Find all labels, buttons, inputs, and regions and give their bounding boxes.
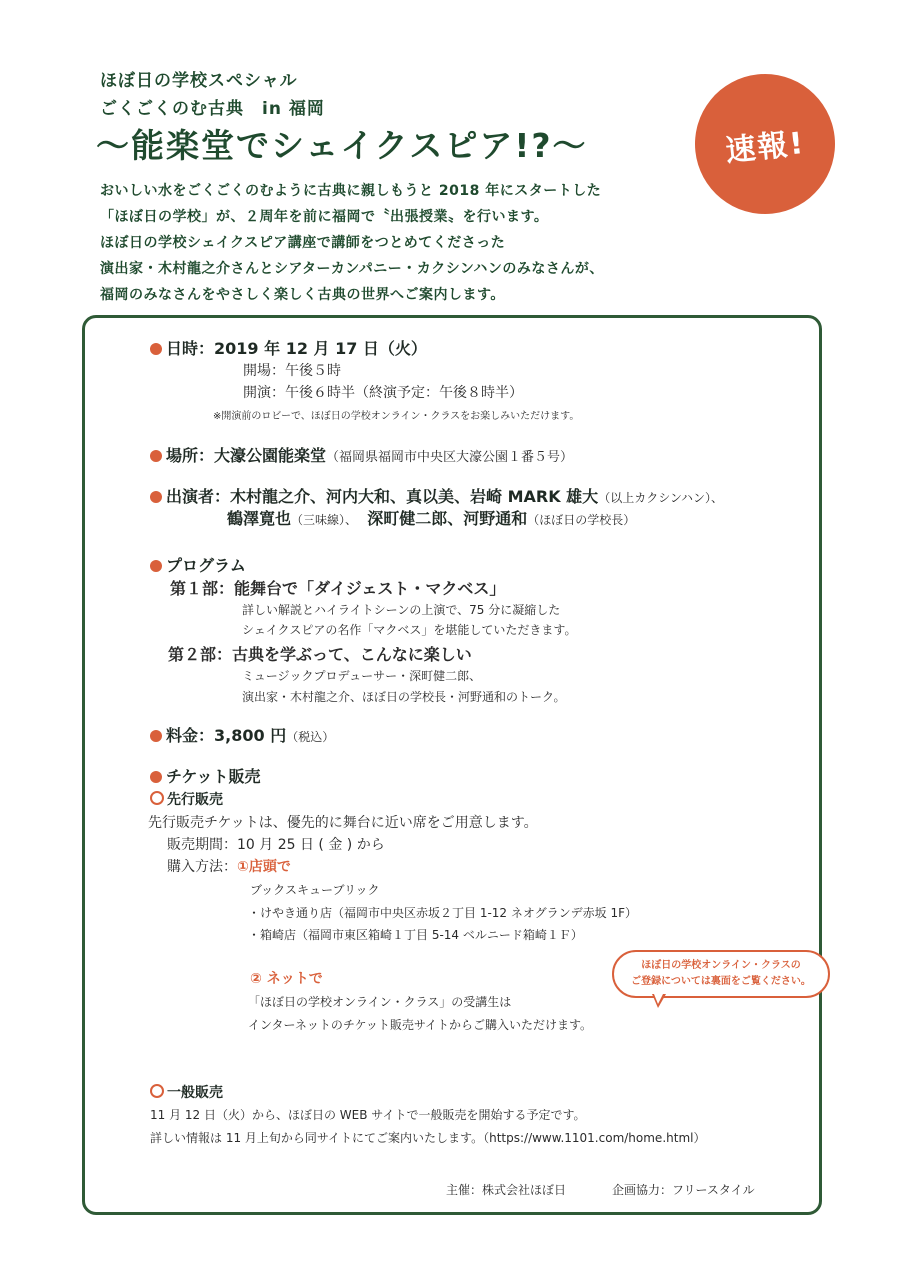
venue-name: 大濠公園能楽堂: [214, 446, 327, 465]
performers-line2: [227, 506, 635, 529]
part1-title: 能舞台で「ダイジェスト・マクベス」: [234, 579, 506, 598]
intro-line: 福岡のみなさんをやさしく楽しく古典の世界へご案内します。: [100, 287, 505, 303]
tickets-heading: [150, 764, 261, 787]
badge-label: 速報!: [723, 125, 807, 170]
part2-label: 第２部：: [168, 645, 233, 664]
open-time: 開場：午後５時: [243, 363, 341, 379]
shop-branch: ・けやき通り店（福岡市中央区赤坂２丁目 1-12 ネオグランデ赤坂 1F）: [248, 906, 637, 920]
part1-desc: シェイクスピアの名作「マクベス」を堪能していただきます。: [242, 623, 577, 637]
circle-icon: [150, 1084, 164, 1098]
part2-title: 古典を学ぶって、こんなに楽しい: [232, 645, 472, 664]
bullet-icon: [150, 560, 162, 572]
page-title: 〜能楽堂でシェイクスピア!?〜: [96, 126, 588, 165]
performers-names: 木村龍之介、河内大和、真以美、岩崎 MARK 雄大: [230, 487, 599, 506]
net-desc: 「ほぼ日の学校オンライン・クラス」の受講生は: [248, 995, 512, 1009]
datetime-heading: [150, 336, 427, 359]
datetime-value: 2019 年 12 月 17 日（火）: [214, 339, 427, 358]
bullet-icon: [150, 343, 162, 355]
subtitle-line1: ほぼ日の学校スペシャル: [100, 71, 298, 91]
circle-icon: [150, 791, 164, 805]
performer-note: （ほぼ日の学校長）: [527, 513, 636, 527]
bullet-icon: [150, 730, 162, 742]
datetime-note: ※開演前のロビーで、ほぼ日の学校オンライン・クラスをお楽しみいただけます。: [213, 411, 580, 422]
intro-line: 「ほぼ日の学校」が、２周年を前に福岡で〝出張授業〟を行います。: [100, 209, 549, 225]
presale-desc: 先行販売チケットは、優先的に舞台に近い席をご用意します。: [148, 815, 538, 831]
performers-heading: [150, 484, 723, 507]
callout-line: ほぼ日の学校オンライン・クラスの: [641, 960, 801, 971]
callout-tail-inner: [654, 994, 663, 1004]
general-heading: [150, 1082, 223, 1102]
intro-line: おいしい水をごくごくのむように古典に親しもうと 2018 年にスタートした: [100, 183, 602, 199]
net-desc: インターネットのチケット販売サイトからご購入いただけます。: [248, 1018, 593, 1032]
method-store: ①店頭で: [237, 859, 291, 875]
general-desc: 11 月 12 日（火）から、ほぼ日の WEB サイトで一般販売を開始する予定です。: [150, 1108, 586, 1122]
program-part1: [170, 576, 505, 599]
callout-line: ご登録については裏面をご覧ください。: [631, 976, 811, 987]
part1-desc: 詳しい解説とハイライトシーンの上演で、75 分に凝縮した: [242, 603, 561, 617]
method-net: ② ネットで: [250, 971, 323, 987]
organizer: 主催：株式会社ほぼ日: [446, 1183, 567, 1197]
general-label: 一般販売: [167, 1085, 223, 1101]
performers-note: （以上カクシンハン）、: [598, 491, 724, 505]
online-class-callout: [612, 950, 830, 998]
venue-address: （福岡県福岡市中央区大濠公園１番５号）: [326, 450, 574, 465]
shop-branch: ・箱崎店（福岡市東区箱崎１丁目 5-14 ベルニード箱崎１Ｆ）: [248, 928, 583, 942]
price-value: 3,800 円: [214, 726, 287, 745]
presale-heading: [150, 789, 223, 809]
venue-heading: [150, 443, 573, 466]
performers-label: 出演者：: [166, 487, 231, 506]
breaking-news-badge: [688, 67, 842, 221]
cooperation: 企画協力：フリースタイル: [612, 1183, 755, 1197]
subtitle-line2: ごくごくのむ古典 in 福岡: [100, 99, 325, 119]
start-time: 開演：午後６時半（終演予定：午後８時半）: [243, 385, 523, 401]
bullet-icon: [150, 771, 162, 783]
bullet-icon: [150, 491, 162, 503]
intro-line: ほぼ日の学校シェイクスピア講座で講師をつとめてくださった: [100, 235, 506, 251]
tickets-label: チケット販売: [166, 767, 261, 786]
method-label: 購入方法：: [167, 859, 237, 875]
general-desc: 詳しい情報は 11 月上旬から同サイトにてご案内いたします。（https://www.1101.com/home.html）: [150, 1131, 706, 1145]
venue-label: 場所：: [166, 446, 215, 465]
performer-name: 鶴澤寛也: [227, 509, 292, 528]
purchase-method: [167, 856, 291, 876]
performer-note: （三味線）、: [291, 513, 358, 527]
price-note: （税込）: [286, 730, 335, 744]
part1-label: 第１部：: [170, 579, 235, 598]
price-heading: [150, 723, 334, 746]
part2-desc: ミュージックプロデューサー・深町健二郎、: [242, 669, 482, 683]
part2-desc: 演出家・木村龍之介、ほぼ日の学校長・河野通和のトーク。: [242, 690, 566, 704]
program-heading: [150, 553, 246, 576]
program-label: プログラム: [166, 556, 246, 575]
intro-line: 演出家・木村龍之介さんとシアターカンパニー・カクシンハンのみなさんが、: [100, 261, 604, 277]
bullet-icon: [150, 450, 162, 462]
program-part2: [168, 642, 472, 665]
shop-name: ブックスキューブリック: [250, 883, 380, 897]
sale-period: 販売期間：10 月 25 日 ( 金 ) から: [167, 837, 385, 853]
datetime-label: 日時：: [166, 339, 215, 358]
performer-name: 深町健二郎、河野通和: [367, 509, 528, 528]
presale-label: 先行販売: [167, 792, 223, 808]
price-label: 料金：: [166, 726, 215, 745]
